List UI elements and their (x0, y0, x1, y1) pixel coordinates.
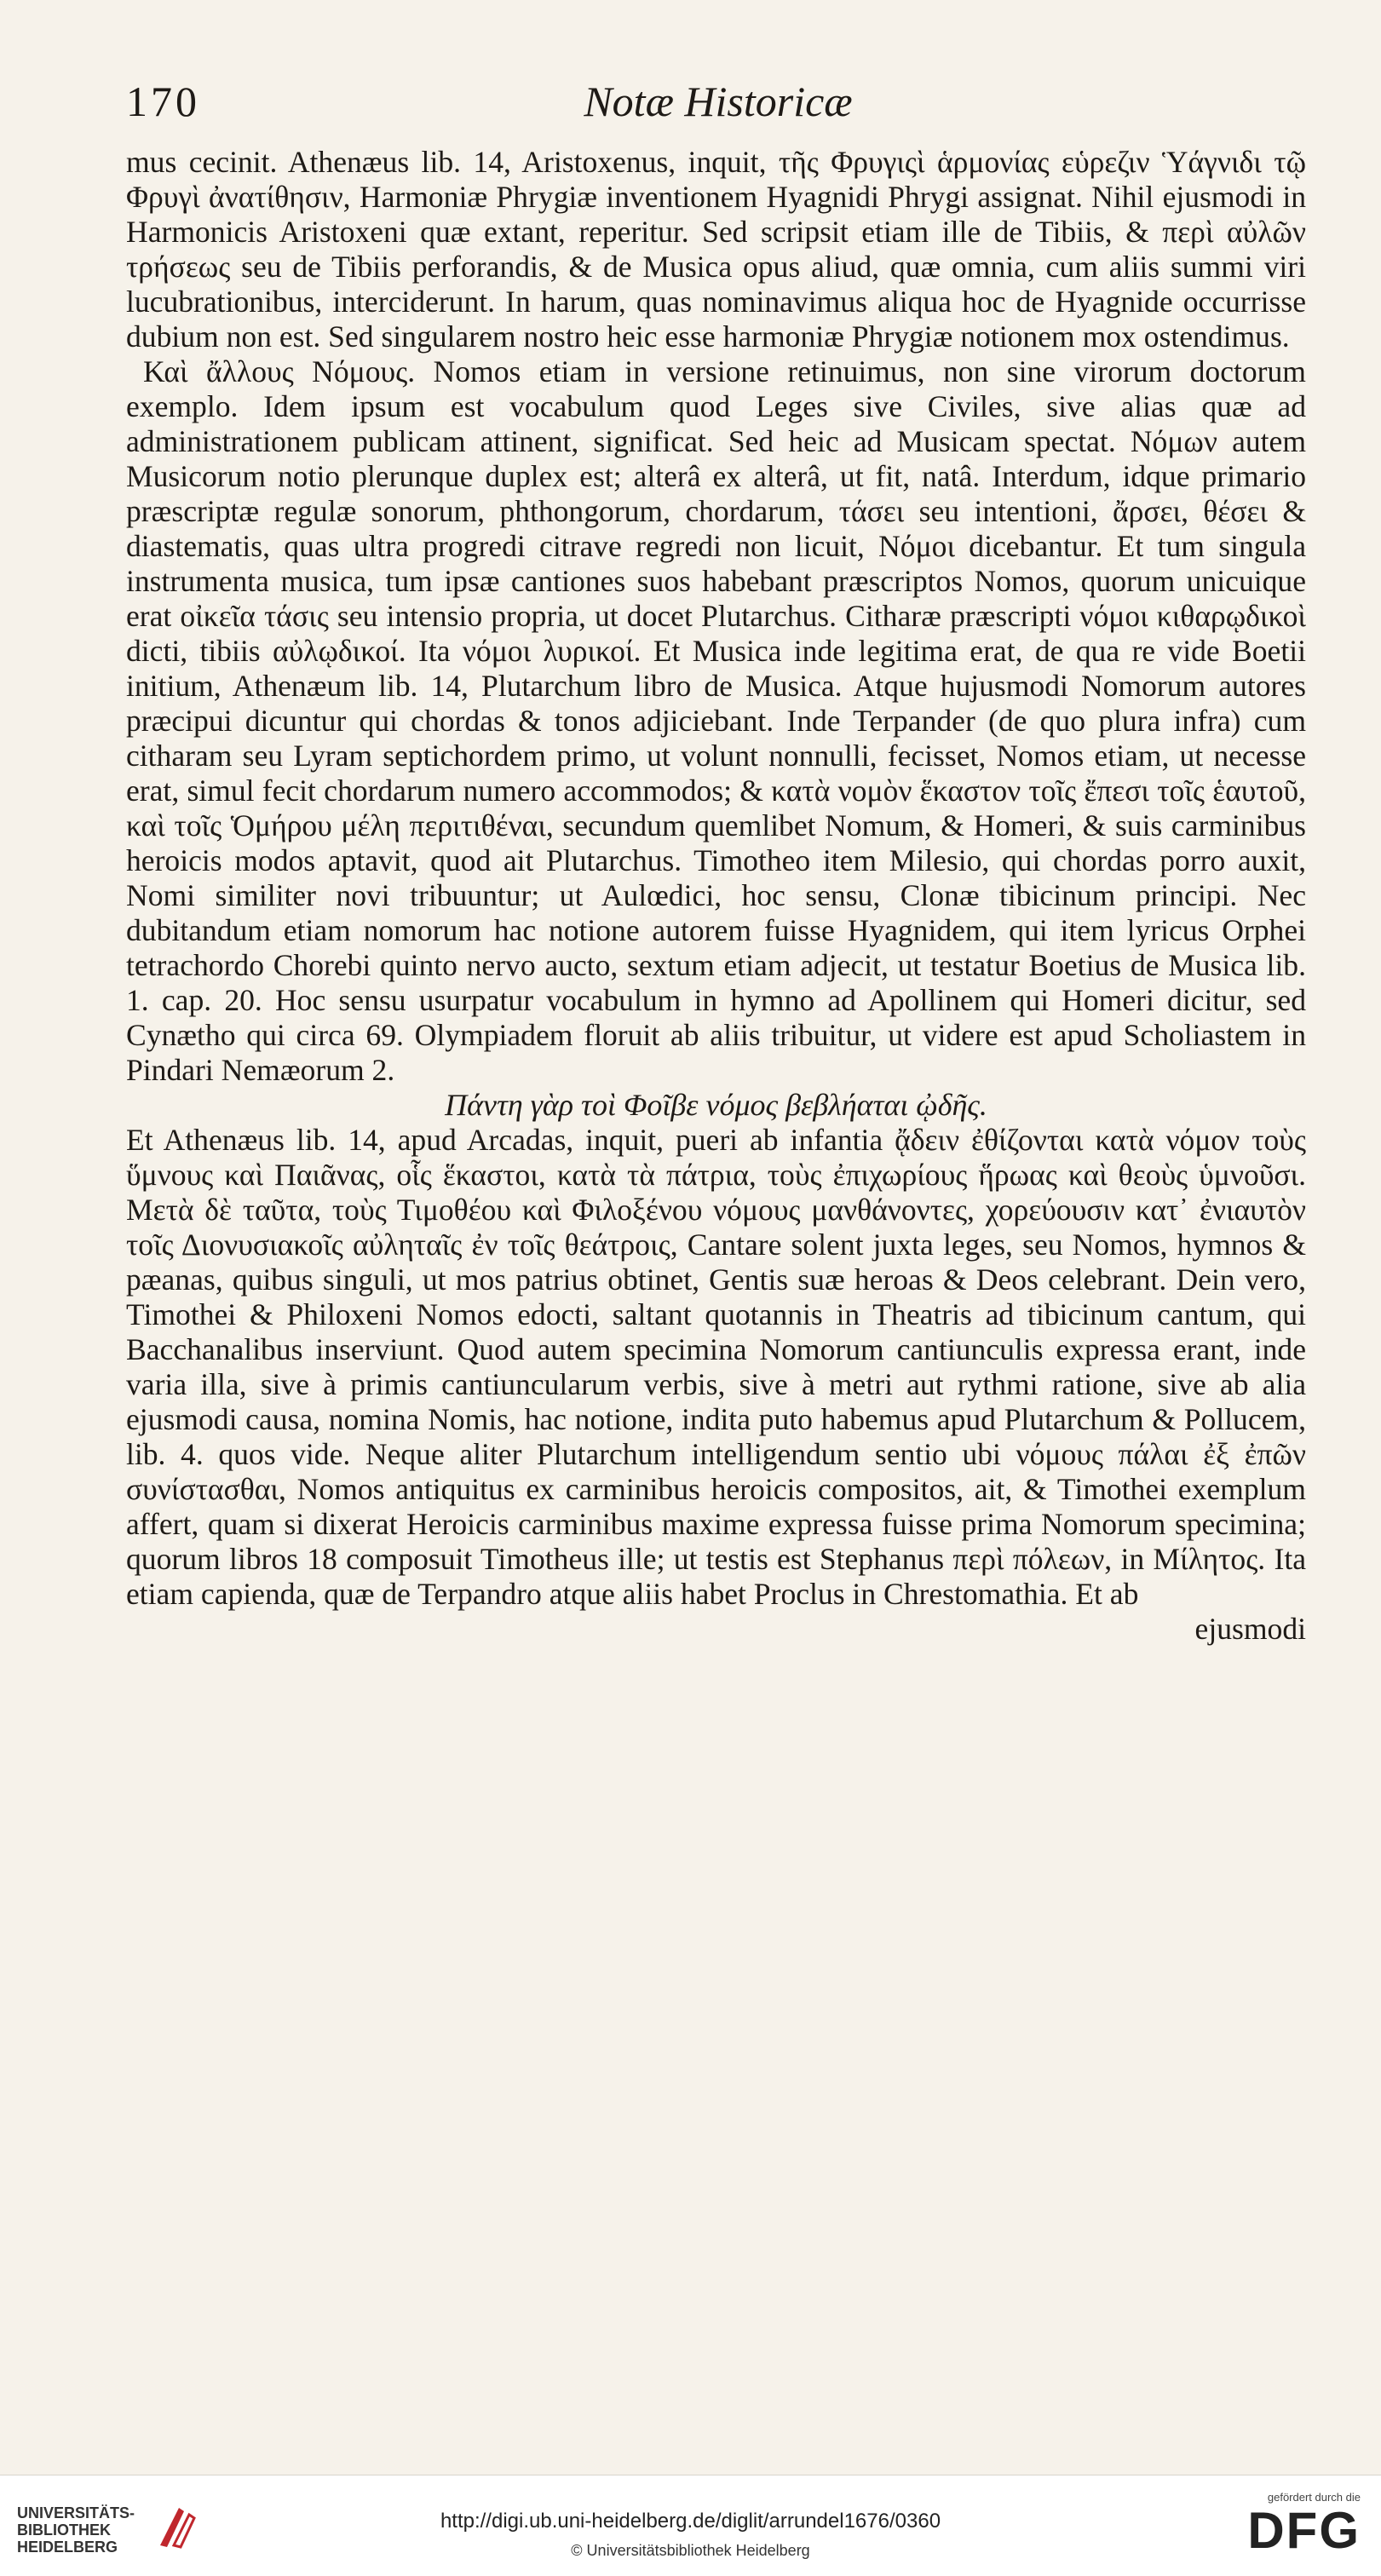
funder-logo[interactable] (1199, 2491, 1361, 2558)
paragraph: Et Athenæus lib. 14, apud Arcadas, inquit, pueri ab infantia ᾄδειν ἐθίζονται κατὰ νόμον τοὺς ὕμνους καὶ Παιᾶνας, οἷς ἕκαστοι, κατὰ τὰ πάτρια, τοὺς ἐπιχωρίους ἥρωας καὶ θεοὺς ὑμνοῦσι. Μετὰ δὲ ταῦτα, τοὺς Τιμοθέου καὶ Φιλοξένου νόμους μανθάνοντες, χορεύουσιν κατ᾽ ἐνιαυτὸν τοῖς Διονυσιακοῖς αὐληταῖς ἐν τοῖς θεάτροις, Cantare solent juxta leges, seu Nomos, hymnos & pæanas, quibus singuli, ut mos patrius obtinet, Gentis suæ heroas & Deos celebrant. Dein vero, Timothei & Philoxeni Nomos edocti, saltant quotannis in Theatris ad tibicinum cantum, qui Bacchanalibus inserviunt. Quod autem specimina Nomorum cantiunculis expressa erant, inde varia illa, sive à primis cantiuncularum verbis, sive à metri aut rythmi ratione, sive ab alia ejusmodi causa, nomina Nomis, hac notione, indita puto habemus apud Plutarchum & Pollucem, lib. 4. quos vide. Neque aliter Plutarchum intelligendum sentio ubi νόμους πάλαι ἐξ ἐπῶν συνίστασθαι, Nomos antiquitus ex carminibus heroicis compositos, ait, & Timothei exemplum affert, quam si dixerat Heroicis carminibus maxime expressa fuisse prima Nomorum specimina; quorum libros 18 composuit Timotheus ille; ut testis est Stephanus περὶ πόλεων, in Μίλητος. Ita etiam capienda, quæ de Terpandro atque aliis habet Proclus in Chrestomathia. Et ab (126, 1123, 1306, 1611)
page-number: 170 (126, 78, 200, 125)
page-body (126, 145, 1306, 1647)
paragraph: Καὶ ἄλλους Νόμους. Nomos etiam in versione retinuimus, non sine virorum doctorum exemplo. Idem ipsum est vocabulum quod Leges sive Civiles, sive alias quæ ad administrationem publicam attinent, significat. Sed heic ad Musicam spectat. Νόμων autem Musicorum notio plerunque duplex est; alterâ ex alterâ, ut fit, natâ. Interdum, idque primario præscriptæ regulæ sonorum, phthongorum, chordarum, τάσει seu intentioni, ἄρσει, θέσει & diastematis, quas ultra progredi citrave regredi non licuit, Νόμοι dicebantur. Et tum singula instrumenta musica, tum ipsæ cantiones suos habebant præscriptos Nomos, quorum unicuique erat οἰκεῖα τάσις seu intensio propria, ut docet Plutarchus. Citharæ præscripti νόμοι κιθαρῳδικοὶ dicti, tibiis αὐλῳδικοί. Ita νόμοι λυρικοί. Et Musica inde legitima erat, de qua re vide Boetii initium, Athenæum lib. 14, Plutarchum libro de Musica. Atque hujusmodi Nomorum autores præcipui dicuntur qui chordas & tonos adjiciebant. Inde Terpander (de quo plura infra) cum citharam seu Lyram septichordem primo, ut volunt nonnulli, fecisset, Nomos etiam, ut necesse erat, simul fecit chordarum numero accommodos; & κατὰ νομὸν ἕκαστον τοῖς ἔπεσι τοῖς ἑαυτοῦ, καὶ τοῖς Ὁμήρου μέλη περιτιθέναι, secundum quemlibet Nomum, & Homeri, & suis carminibus heroicis modos aptavit, quod ait Plutarchus. Timotheo item Milesio, qui chordas porro auxit, Nomi similiter novi tribuuntur; ut Aulœdici, hoc sensu, Clonæ tibicinum principi. Nec dubitandum etiam nomorum hac notione autorem fuisse Hyagnidem, qui item lyricus Orphei tetrachordo Chorebi quinto nervo aucto, sextum etiam adjecit, ut testatur Boetius de Musica lib. 1. cap. 20. Hoc sensu usurpatur vocabulum in hymno ad Apollinem qui Homeri dicitur, sed Cynætho qui circa 69. Olympiadem floruit ab aliis tribuitur, ut videre est apud Scholiastem in Pindari Nemæorum 2. (126, 354, 1306, 1087)
viewer-footer (0, 2475, 1381, 2576)
copyright-notice: © Universitätsbibliothek Heidelberg (571, 2542, 810, 2559)
dfg-logo: DFG (1247, 2502, 1361, 2559)
page-url-link[interactable]: http://digi.ub.uni-heidelberg.de/diglit/arrundel1676/0360 (440, 2510, 941, 2533)
catchword: ejusmodi (1194, 1612, 1306, 1646)
page-header (126, 77, 1310, 136)
funding-note: gefördert durch die (1267, 2491, 1361, 2504)
running-title: Notæ Historicæ (584, 78, 853, 125)
paragraph: mus cecinit. Athenæus lib. 14, Aristoxenus, inquit, τῆς Φρυγιςὶ ἁρμονίας εὑρεζιν Ὑάγνιδι τῷ Φρυγὶ ἀνατίθησιν, Harmoniæ Phrygiæ inventionem Hyagnidi Phrygi assignat. Nihil ejusmodi in Harmonicis Aristoxeni quæ extant, reperitur. Sed scripsit etiam ille de Tibiis, & περὶ αὐλῶν τρήσεως seu de Tibiis perforandis, & de Musica opus aliud, quæ omnia, cum aliis summi viri lucubrationibus, interciderunt. In harum, quas nominavimus aliqua hoc de Hyagnide occurrisse dubium non est. Sed singularem nostro heic esse harmoniæ Phrygiæ notionem mox ostendimus. (126, 145, 1306, 354)
greek-verse-quotation: Πάντη γὰρ τοὶ Φοῖβε νόμος βεβλήαται ᾠδῆς. (445, 1088, 987, 1122)
library-logo-text: UNIVERSITÄTS- BIBLIOTHEK HEIDELBERG (17, 2504, 135, 2556)
